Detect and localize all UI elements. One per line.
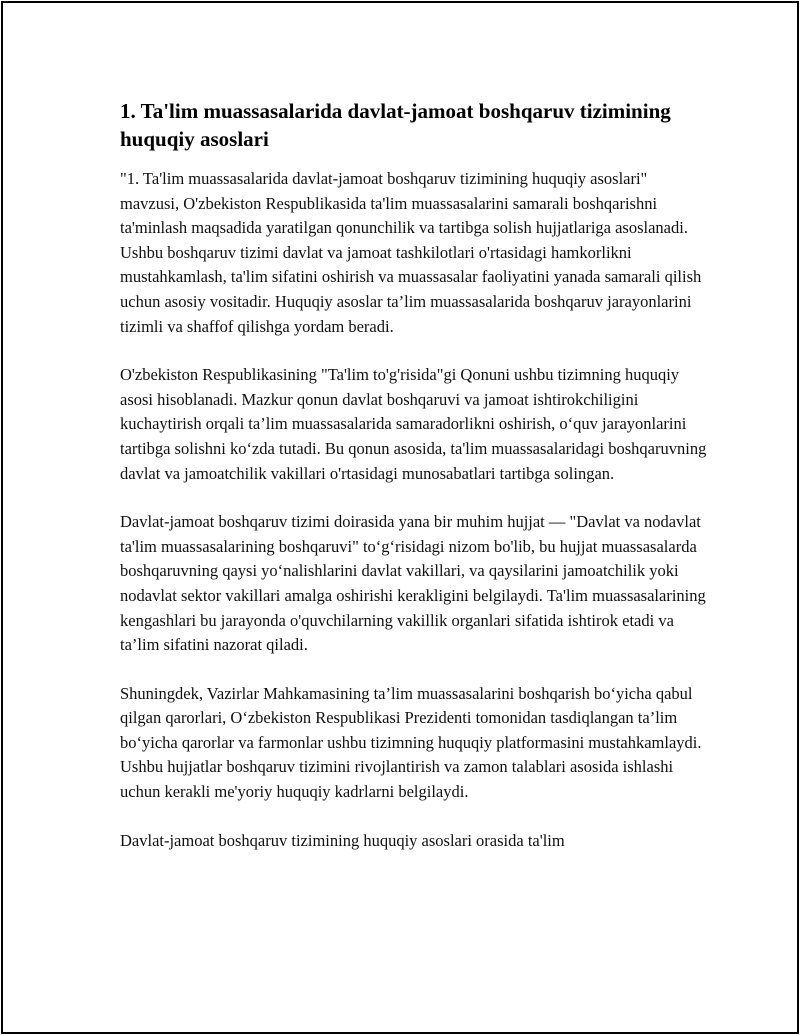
- page-frame: [1, 1, 799, 1034]
- paragraph-regulation: Davlat-jamoat boshqaruv tizimi doirasida yana bir muhim hujjat — "Davlat va nodavlat ta'lim muassasalarining boshqaruvi" to‘g‘risidagi nizom bo'lib, bu hujjat muassasalarda boshqaruvning qaysi yo‘nalishlarini davlat vakillari, va qaysilarini jamoatchilik yoki nodavlat sektor vakillari amalga oshirishi kerakligini belgilaydi. Ta'lim muassasalarining kengashlari bu jarayonda o'quvchilarning vakillik organlari sifatida ishtirok etadi va ta’lim sifatini nazorat qiladi.: [120, 512, 706, 655]
- paragraph-decrees: Shuningdek, Vazirlar Mahkamasining ta’lim muassasalarini boshqarish bo‘yicha qabul qilgan qarorlari, O‘zbekiston Respublikasi Prezidenti tomonidan tasdiqlangan ta’lim bo‘yicha qarorlar va farmonlar ushbu tizimning huquqiy platformasini mustahkamlaydi. Ushbu hujjatlar boshqaruv tizimini rivojlantirish va zamon talablari asosida ishlashi uchun kerakli me'yoriy huquqiy kadrlarni belgilaydi.: [120, 683, 702, 802]
- section-heading: 1. Ta'lim muassasalarida davlat-jamoat boshqaruv tizimining huquqiy asoslari: [120, 99, 671, 151]
- paragraph-law: O'zbekiston Respublikasining "Ta'lim to'g'risida"gi Qonuni ushbu tizimning huquqiy asosi hisoblanadi. Mazkur qonun davlat boshqaruvi va jamoat ishtirokchiligini kuchaytirish orqali ta’lim muassasalarida samaradorlikni oshirish, o‘quv jarayonlarini tartibga solishni ko‘zda tutadi. Bu qonun asosida, ta'lim muassasalaridagi boshqaruvning davlat va jamoatchilik vakillari o'rtasidagi munosabatlari tartibga solingan.: [120, 365, 707, 483]
- paragraph-intro: "1. Ta'lim muassasalarida davlat-jamoat boshqaruv tizimining huquqiy asoslari" mavzusi, O'zbekiston Respublikasida ta'lim muassasalarini samarali boshqarishni ta'minlash maqsadida yaratilgan qonunchilik va tartibga solish hujjatlariga asoslanadi. Ushbu boshqaruv tizimi davlat va jamoat tashkilotlari o'rtasidagi hamkorlikni mustahkamlash, ta'lim sifatini oshirish va muassasalar faoliyatini yanada samarali qilish uchun asosiy vositadir. Huquqiy asoslar ta’lim muassasalarida boshqaruv jarayonlarini tizimli va shaffof qilishga yordam beradi.: [120, 169, 702, 336]
- document-body: [120, 97, 710, 877]
- paragraph-continuation: Davlat-jamoat boshqaruv tizimining huquqiy asoslari orasida ta'lim: [120, 830, 565, 850]
